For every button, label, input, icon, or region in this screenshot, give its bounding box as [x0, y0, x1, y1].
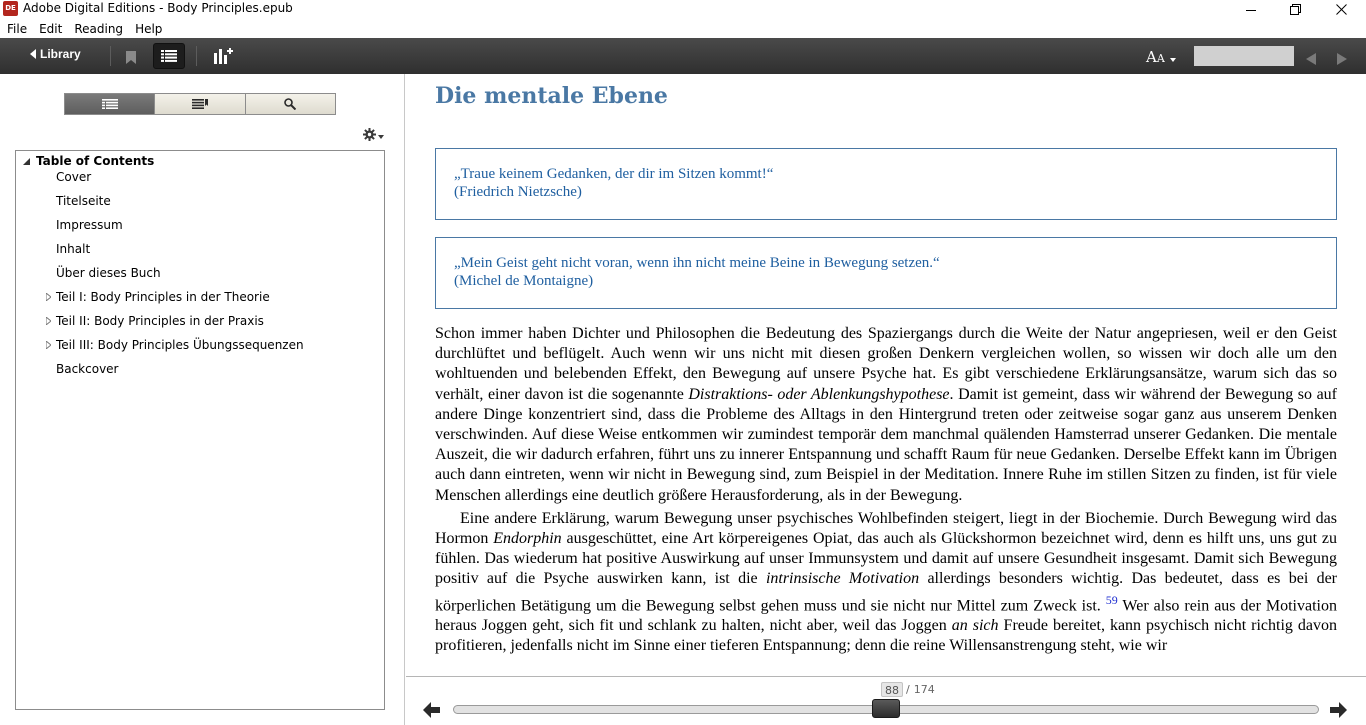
- total-pages: 174: [913, 683, 935, 696]
- toc-item-teil-2[interactable]: Teil II: Body Principles in der Praxis: [56, 314, 264, 328]
- paragraph: [435, 509, 1337, 657]
- tree-expand-icon[interactable]: [46, 293, 51, 301]
- font-size-button[interactable]: [1146, 48, 1176, 66]
- page-separator: /: [906, 683, 910, 696]
- gear-icon: [363, 128, 376, 141]
- tab-bookmarks-view[interactable]: [155, 94, 245, 114]
- maximize-button[interactable]: [1272, 0, 1318, 19]
- menu-reading[interactable]: Reading: [74, 21, 124, 36]
- text-run: . Damit ist gemeint, dass wir während der Bewegung so auf andere Dinge konzentriert sind, dass die Probleme des Alltags in den Hintergrund treten oder zeitweise sogar ganz aus unserem Denken verschwinden. Auf diese Weise entkommen wir zumindest temporär dem manchmal quälenden Hamsterrad unserer Gedanken. Die mentale Auszeit, die wir dadurch erfahren, führt uns zu innerer Entspannung und schafft Raum für neue Gedanken. Derselbe Effekt kann im Übrigen auch dann eintreten, wenn wir nicht in Bewegung sind, zum Beispiel in der Meditation. Innere Ruhe im stillen Sitzen zu finden, ist für viele Menschen allerdings eine deutlich größere Herausforderung, als in der Bewegung.: [435, 385, 1338, 504]
- quote-box: [435, 237, 1337, 309]
- tree-expand-icon[interactable]: [46, 341, 51, 349]
- add-stats-icon: [213, 47, 233, 64]
- page-navigation-bar: [406, 676, 1366, 725]
- text-run: ausgeschüttet, eine Art körpereigenes Opiat, das auch als Glückshormon bezeichnet wird, denn es hilft uns, uns gut zu fühlen. Das wiederum hat positive Auswirkung auf unser Immunsystem und damit auf unsere Gesundheit insgesamt. Damit sich Bewegung positiv auf die Psyche auswirken kann, ist die: [435, 530, 1338, 588]
- library-button[interactable]: [30, 47, 81, 61]
- menu-edit[interactable]: Edit: [39, 21, 63, 36]
- text-run: Freude bereitet, kann psychisch nicht richtig davon profitieren, jedenfalls nicht im Sinne einer tieferen Entspannung; denn die reine Willensanstrengung steht, wie wir: [435, 617, 1337, 655]
- add-stats-button[interactable]: [213, 47, 233, 68]
- quote-text: „Traue keinem Gedanken, der dir im Sitzen kommt!“: [454, 166, 774, 182]
- toc-item-titelseite[interactable]: Titelseite: [56, 194, 111, 208]
- tree-expand-icon[interactable]: [46, 317, 51, 325]
- title-bar: [0, 0, 1366, 19]
- navigation-panel: [0, 74, 405, 725]
- tab-search-view[interactable]: [246, 94, 335, 114]
- quote-text: „Mein Geist geht nicht voran, wenn ihn nicht meine Beine in Bewegung setzen.“: [454, 255, 940, 271]
- reading-pane[interactable]: [406, 74, 1366, 676]
- tab-toc-view[interactable]: [65, 94, 155, 114]
- quote-box: [435, 148, 1337, 220]
- toc-item-impressum[interactable]: Impressum: [56, 218, 123, 232]
- toc-item-inhalt[interactable]: Inhalt: [56, 242, 91, 256]
- search-prev-button[interactable]: [1306, 50, 1316, 69]
- text-run: Schon immer haben Dichter und Philosophen die Bedeutung des Spaziergangs durch die Weite der Natur angepriesen, weil er den Geist durchlüftet und beflügelt. Auch wenn wir uns nicht mit diesen großen Denkern vergleichen wollen, so wissen wir doch alle um den wohltuenden und belebenden Effekt, den Bewegung auf unsere Psyche hat. Es gibt verschiedene Erklärungsansätze, warum sich das so verhält, einer davon ist die sogenannte: [435, 325, 1337, 403]
- page-counter: [881, 682, 935, 697]
- next-page-button[interactable]: [1330, 702, 1347, 722]
- menu-file[interactable]: File: [7, 21, 28, 36]
- toc-item-teil-1[interactable]: Teil I: Body Principles in der Theorie: [56, 290, 270, 304]
- current-page-field[interactable]: 88: [881, 682, 903, 697]
- text-run: Eine andere Erklärung, warum Bewegung unser psychisches Wohlbefinden steigert, liegt in der Biochemie. Durch Bewegung wird das Hormon: [435, 509, 1337, 548]
- font-size-label: A: [1146, 48, 1157, 66]
- minimize-button[interactable]: [1228, 0, 1274, 19]
- toc-item-cover[interactable]: Cover: [56, 170, 92, 184]
- toc-item-backcover[interactable]: Backcover: [56, 362, 119, 376]
- search-input[interactable]: [1194, 46, 1294, 66]
- bookmarks-view-icon: [192, 99, 208, 109]
- chapter-body: [435, 324, 1337, 657]
- toc-list-icon: [161, 50, 177, 62]
- bookmark-button[interactable]: [126, 49, 136, 68]
- font-size-label-small: A: [1156, 52, 1165, 65]
- library-label: Library: [40, 47, 81, 61]
- search-view-icon: [284, 98, 296, 110]
- quote-author: (Friedrich Nietzsche): [454, 184, 582, 200]
- arrow-right-icon: [1330, 702, 1347, 718]
- triangle-left-icon: [1306, 53, 1316, 65]
- toc-item-ueber-dieses-buch[interactable]: Über dieses Buch: [56, 266, 161, 280]
- panel-settings-button[interactable]: [363, 128, 384, 141]
- emphasis: an sich: [951, 617, 999, 635]
- bookmark-icon: [126, 51, 136, 64]
- page-slider-thumb[interactable]: [872, 699, 900, 718]
- tree-collapse-icon: [23, 158, 30, 165]
- toolbar-divider: [110, 46, 111, 66]
- maximize-icon: [1290, 4, 1301, 15]
- chevron-down-icon: [1170, 58, 1176, 62]
- toc-tree: [15, 150, 385, 710]
- text-run: Wer also rein aus der Motivation heraus Joggen geht, sich fit und schlank zu halten, nicht aber, weil das Joggen: [435, 596, 1337, 635]
- toc-item-teil-3[interactable]: Teil III: Body Principles Übungssequenzen: [56, 338, 304, 352]
- close-button[interactable]: [1318, 0, 1364, 19]
- toc-toggle-button[interactable]: [153, 43, 185, 69]
- panel-view-tabs: [64, 93, 336, 115]
- arrow-left-icon: [423, 702, 440, 718]
- chevron-down-icon: [378, 135, 384, 139]
- window-title: Adobe Digital Editions - Body Principles.epub: [23, 1, 293, 15]
- text-run: allerdings besonders wichtig. Das bedeutet, dass es bei der körperlichen Betätigung um die Bewegung selbst gehen muss und sie nicht nur Mittel zum Zweck ist.: [435, 570, 1338, 614]
- ade-app-icon: [3, 1, 18, 16]
- emphasis: Endorphin: [493, 530, 562, 548]
- toc-root[interactable]: [23, 154, 154, 168]
- minimize-icon: [1246, 5, 1256, 15]
- quote-author: (Michel de Montaigne): [454, 273, 594, 289]
- triangle-right-icon: [1337, 53, 1347, 65]
- menu-bar: [0, 19, 1366, 38]
- footnote-link[interactable]: 59: [1105, 592, 1118, 607]
- close-icon: [1336, 4, 1347, 15]
- toc-view-icon: [102, 99, 118, 109]
- chapter-title: Die mentale Ebene: [435, 83, 668, 109]
- emphasis: Distraktions- oder Ablenkungshypothese: [688, 385, 950, 403]
- search-next-button[interactable]: [1337, 50, 1347, 69]
- menu-help[interactable]: Help: [135, 21, 163, 36]
- app-icon-text: DE: [5, 4, 16, 12]
- paragraph: [435, 324, 1337, 506]
- previous-page-button[interactable]: [423, 702, 440, 722]
- emphasis: intrinsische Motivation: [765, 570, 920, 588]
- reader-toolbar: [0, 38, 1366, 74]
- toc-root-label: Table of Contents: [36, 154, 155, 168]
- back-arrow-icon: [30, 49, 36, 59]
- toolbar-divider: [196, 46, 197, 66]
